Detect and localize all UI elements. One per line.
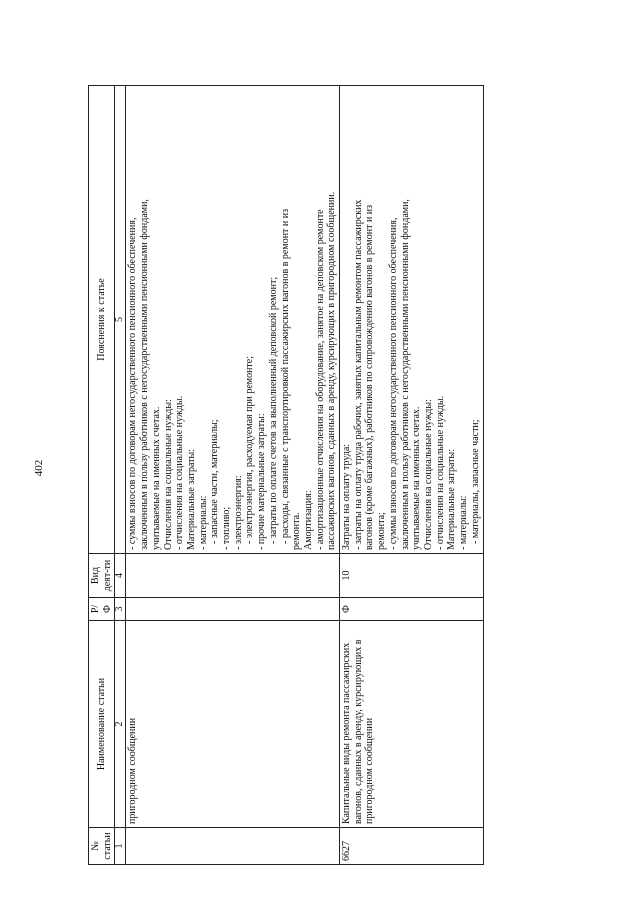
explanation-line: учитываемые на именных счетах. [150,406,162,550]
header-activity-type: Вид деят-ти [89,554,115,598]
page-number: 402 [33,459,45,477]
column-number: 5 [115,86,126,554]
explanation-line: - запасные части, материалы; [209,419,221,544]
explanation-line: Амортизация: [302,490,314,550]
explanation-line: Отчисления на социальные нужды: [162,399,174,550]
expense-items-table [88,85,484,865]
item-explanation [126,86,340,554]
explanation-line: - электроэнергия, расходуемая при ремонте; [244,355,256,544]
item-number [126,828,340,865]
explanation-line: - прочие материальные затраты: [256,413,268,550]
table-row [340,86,483,865]
item-explanation [340,86,483,554]
column-number-row [115,86,126,865]
explanation-line: - суммы взносов по договорам негосударственного пенсионного обеспечения, [387,217,399,550]
explanation-line: вагонов (кроме багажных), работников по сопровождению вагонов в ремонт и из [364,204,376,550]
header-rf: Р/ Ф [89,598,115,621]
header-explanation: Пояснения к статье [89,86,115,554]
explanation-line: - электроэнергия: [232,475,244,550]
explanation-line: ремонта; [376,512,388,550]
item-rf [126,598,340,621]
column-number: 1 [115,828,126,865]
explanation-line: - расходы, связанные с транспортировкой пассажирских вагонов в ремонт и из [279,208,291,544]
table-row [126,86,340,865]
header-item-name: Наименование статьи [89,621,115,828]
explanation-line: - отчисления на социальные нужды. [434,395,446,550]
explanation-line: - материалы: [197,495,209,550]
explanation-line: заключенным в пользу работников с негосударственными пенсионными фондами, [139,199,151,550]
column-number: 4 [115,554,126,598]
column-number: 3 [115,598,126,621]
explanation-line: Затраты на оплату труда: [341,443,353,550]
table-header-row [89,86,115,865]
item-activity [126,554,340,598]
explanation-line: Материальные затраты: [185,449,197,550]
explanation-line: пассажирских вагонов, сданных в аренду, курсирующих в пригородном сообщении. [326,191,338,550]
explanation-line: - амортизационные отчисления на оборудование, занятое на деповском ремонте [314,209,326,550]
explanation-line: - суммы взносов по договорам негосударственного пенсионного обеспечения, [127,217,139,550]
table-container [88,85,481,865]
explanation-line: ремонта. [291,512,303,550]
item-number: 6627 [340,828,483,865]
item-name: пригородном сообщении [126,621,340,828]
explanation-line: - затраты по оплате счетов за выполненный деповской ремонт; [267,276,279,544]
explanation-line: - материалы, запасные части; [469,419,481,544]
explanation-line: - отчисления на социальные нужды. [174,395,186,550]
explanation-line: - затраты на оплату труда рабочих, занятых капитальным ремонтом пассажирских [352,199,364,550]
header-item-number: № статьи [89,828,115,865]
explanation-line: - топливо; [221,506,233,550]
explanation-line: - материалы: [458,495,470,550]
explanation-line: учитываемые на именных счетах. [411,406,423,550]
explanation-line: Материальные затраты: [446,449,458,550]
item-activity: 10 [340,554,483,598]
item-rf: Ф [340,598,483,621]
item-name: Капитальные виды ремонта пассажирских вагонов, сданных в аренду, курсирующих в пригородном сообщении [340,621,483,828]
explanation-line: Отчисления на социальные нужды: [422,399,434,550]
explanation-line: заключенным в пользу работников с негосударственными пенсионными фондами, [399,199,411,550]
column-number: 2 [115,621,126,828]
